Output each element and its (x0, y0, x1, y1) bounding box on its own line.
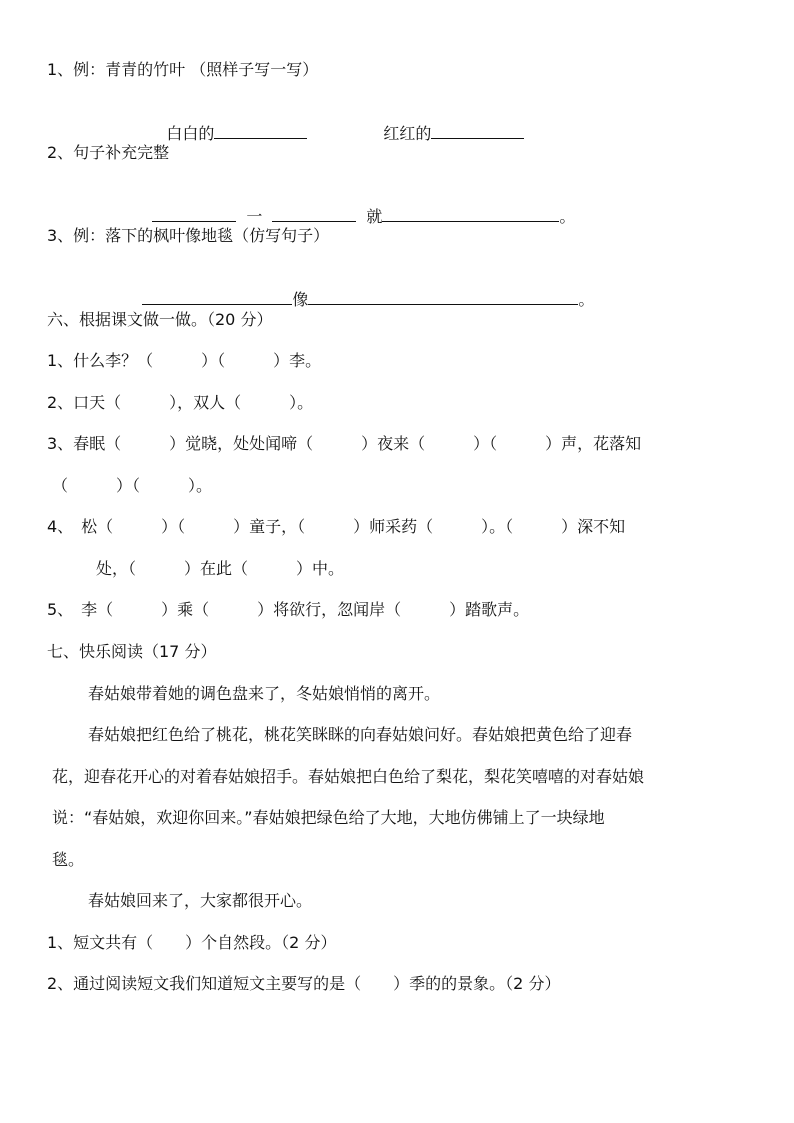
s6-q4-line1: 4、 松（ ）（ ）童子，（ ）师采药（ ）。（ ）深不知 (47, 517, 626, 536)
reading-paragraph-2-line3: 说：“春姑娘，欢迎你回来。”春姑娘把绿色给了大地，大地仿佛铺上了一块绿地 (52, 808, 605, 827)
q2-period: 。 (559, 207, 576, 226)
s6-q5: 5、 李（ ）乘（ ）将欲行，忽闻岸（ ）踏歌声。 (47, 600, 530, 619)
q2-blank-2[interactable] (272, 205, 356, 222)
s6-q3-line1: 3、春眠（ ）觉晓，处处闻啼（ ）夜来（ ）（ ）声，花落知 (47, 434, 642, 453)
q2-heading: 2、句子补充完整 (47, 143, 170, 162)
xiang-word: 像 (292, 290, 309, 309)
q3-example-heading: 3、例：落下的枫叶像地毯（仿写句子） (47, 226, 330, 245)
s6-q4-line2: 处，（ ）在此（ ）中。 (96, 559, 345, 578)
baibai-prompt: 白白的 (166, 124, 215, 143)
reading-paragraph-1: 春姑娘带着她的调色盘来了，冬姑娘悄悄的离开。 (88, 684, 441, 703)
section-six-heading: 六、根据课文做一做。（20 分） (47, 310, 273, 329)
reading-paragraph-2-line4: 毯。 (52, 850, 85, 869)
s6-q2: 2、口天（ ），双人（ ）。 (47, 393, 314, 412)
s6-q3-line2: （ ）（ ）。 (52, 476, 213, 495)
yi-word: 一 (246, 207, 263, 226)
section-seven-heading: 七、快乐阅读（17 分） (47, 642, 217, 661)
q3-period: 。 (578, 290, 595, 309)
q1-answer-row (146, 102, 524, 164)
q3-blank-2[interactable] (308, 288, 578, 305)
q3-blank-1[interactable] (142, 288, 292, 305)
reading-paragraph-2-line2: 花，迎春花开心的对着春姑娘招手。春姑娘把白色给了梨花，梨花笑嘻嘻的对春姑娘 (52, 767, 645, 786)
jiu-word: 就 (366, 207, 383, 226)
honghong-prompt: 红红的 (383, 124, 432, 143)
q1-example-heading: 1、例：青青的竹叶 （照样子写一写） (47, 60, 319, 79)
honghong-answer-blank[interactable] (431, 122, 524, 139)
baibai-answer-blank[interactable] (214, 122, 307, 139)
q2-blank-3[interactable] (382, 205, 559, 222)
s6-q1: 1、什么李？（ ）（ ）李。 (47, 351, 322, 370)
reading-paragraph-3: 春姑娘回来了，大家都很开心。 (88, 891, 313, 910)
s7-q1: 1、短文共有（ ）个自然段。（2 分） (47, 933, 337, 952)
reading-paragraph-2-line1: 春姑娘把红色给了桃花，桃花笑眯眯的向春姑娘问好。春姑娘把黄色给了迎春 (88, 725, 633, 744)
s7-q2: 2、通过阅读短文我们知道短文主要写的是（ ）季的的景象。（2 分） (47, 974, 561, 993)
q2-blank-1[interactable] (152, 205, 236, 222)
